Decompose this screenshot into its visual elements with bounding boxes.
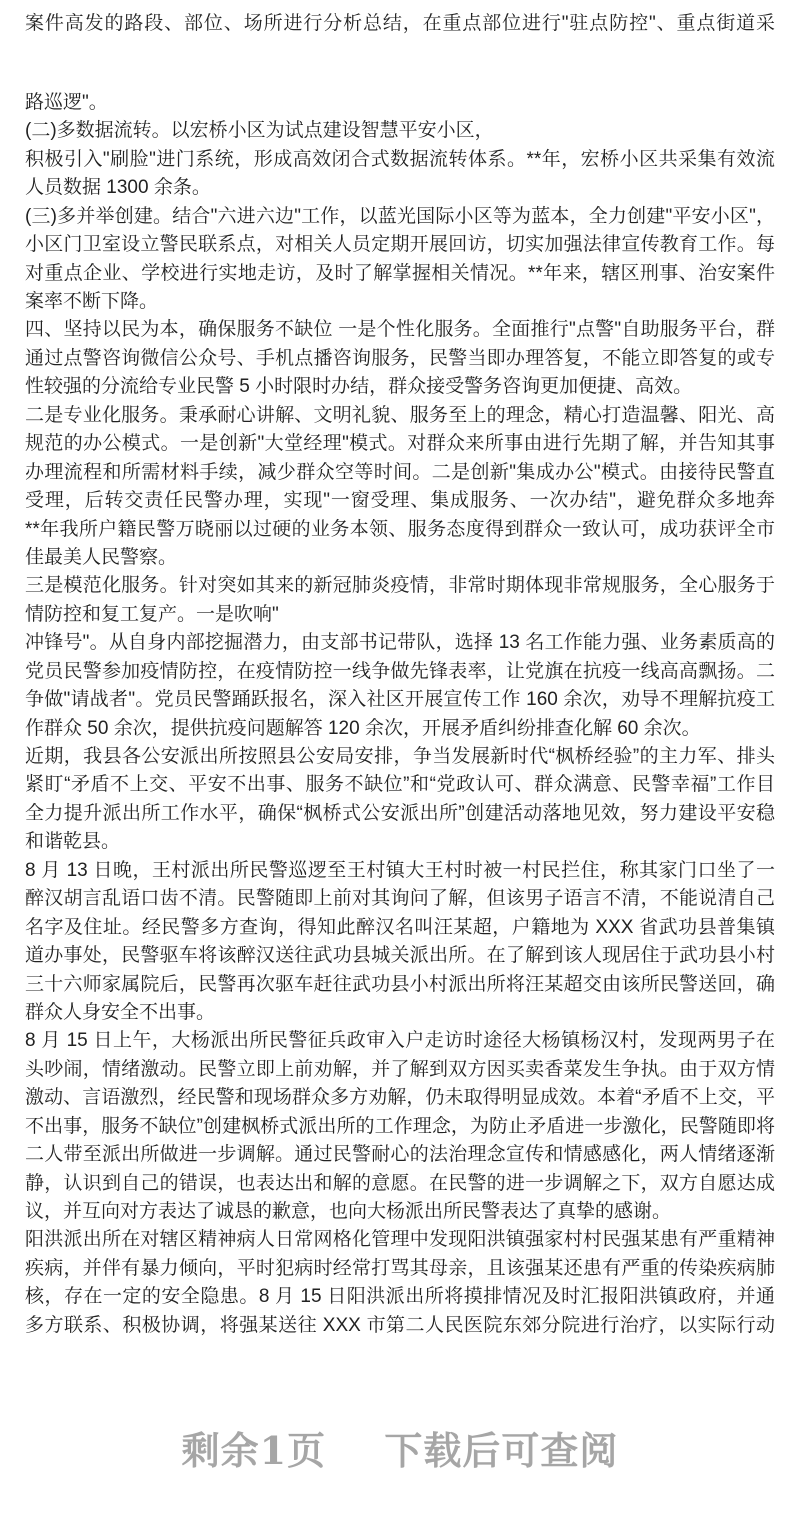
text-line: 规范的办公模式。一是创新"大堂经理"模式。对群众来所事由进行先期了解，并告知其事 xyxy=(25,433,775,455)
text-line: **年我所户籍民警万晓丽以过硬的业务本领、服务态度得到群众一致认可，成功获评全市 xyxy=(25,518,775,540)
document-body xyxy=(25,10,775,1340)
text-line: 疾病，并伴有暴力倾向，平时犯病时经常打骂其母亲，且该强某还患有严重的传染疾病肺 xyxy=(25,1257,775,1279)
text-line: 四、坚持以民为本，确保服务不缺位 一是个性化服务。全面推行"点警"自助服务平台，群 xyxy=(25,319,775,341)
text-line: 争做"请战者"。党员民警踊跃报名，深入社区开展宣传工作 160 余次，劝导不理解抗疫工 xyxy=(25,689,775,711)
text-line: 案率不断下降。 xyxy=(25,291,159,312)
paragraph xyxy=(25,1226,775,1340)
paragraph xyxy=(25,402,775,573)
text-line: 对重点企业、学校进行实地走访，及时了解掌握相关情况。**年来，辖区刑事、治安案件 xyxy=(25,262,775,284)
paragraph xyxy=(25,572,775,743)
text-line: 近期，我县各公安派出所按照县公安局安排，争当发展新时代“枫桥经验”的主力军、排头 xyxy=(25,746,775,767)
paragraph xyxy=(25,10,775,38)
text-line: 冲锋号"。从自身内部挖掘潜力，由支部书记带队，选择 13 名工作能力强、业务素质高的 xyxy=(25,632,775,654)
text-line: 群众人身安全不出事。 xyxy=(25,1001,216,1023)
page-gap xyxy=(25,38,775,89)
paragraph xyxy=(25,117,775,202)
text-line: 不出事，服务不缺位”创建枫桥式派出所的工作理念，为防止矛盾进一步激化，民警随即将 xyxy=(25,1115,775,1137)
text-line: 激动、言语激烈，经民警和现场群众多方劝解，仍未取得明显成效。本着“矛盾不上交，平 xyxy=(25,1087,775,1109)
text-line: 人员数据 1300 余条。 xyxy=(25,177,211,199)
paragraph xyxy=(25,89,775,117)
text-line: 佳最美人民警察。 xyxy=(25,546,178,568)
text-line: 核，存在一定的安全隐患。8 月 15 日阳洪派出所将摸排情况及时汇报阳洪镇政府，并通 xyxy=(25,1286,775,1308)
text-line: 党员民警参加疫情防控，在疫情防控一线争做先锋表率，让党旗在抗疫一线高高飘扬。二 xyxy=(25,660,775,682)
text-line: 和谐乾县。 xyxy=(25,831,121,853)
text-line: 小区门卫室设立警民联系点，对相关人员定期开展回访，切实加强法律宣传教育工作。每 xyxy=(25,234,775,256)
text-line: 多方联系、积极协调，将强某送往 XXX 市第二人民医院东郊分院进行治疗，以实际行动 xyxy=(25,1314,775,1336)
text-line: 8 月 15 日上午，大杨派出所民警征兵政审入户走访时途径大杨镇杨汉村，发现两男子在 xyxy=(25,1030,775,1052)
text-line: 案件高发的路段、部位、场所进行分析总结，在重点部位进行"驻点防控"、重点街道采 xyxy=(25,13,775,34)
text-line: 头吵闹，情绪激动。民警立即上前劝解，并了解到双方因买卖香菜发生争执。由于双方情 xyxy=(25,1058,775,1080)
text-line: 三是模范化服务。针对突如其来的新冠肺炎疫情，非常时期体现非常规服务，全心服务于 xyxy=(25,575,775,597)
paragraph xyxy=(25,316,775,401)
text-line: 二是专业化服务。秉承耐心讲解、文明礼貌、服务至上的理念，精心打造温馨、阳光、高 xyxy=(25,404,775,426)
download-prompt-label[interactable]: 下载后可查阅 xyxy=(384,1428,619,1473)
remaining-pages-label: 剩余1页 xyxy=(181,1428,327,1473)
text-line: 受理，后转交责任民警办理，实现"一窗受理、集成服务、一次办结"，避免群众多地奔 xyxy=(25,490,775,512)
text-line: 8 月 13 日晚，王村派出所民警巡逻至王村镇大王村时被一村民拦住，称其家门口坐了一 xyxy=(25,859,775,881)
text-line: 情防控和复工复产。一是吹响" xyxy=(25,603,279,625)
text-line: (三)多并举创建。结合"六进六边"工作，以蓝光国际小区等为蓝本，全力创建"平安小区"， xyxy=(25,205,775,227)
text-line: 二人带至派出所做进一步调解。通过民警耐心的法治理念宣传和情感感化，两人情绪逐渐 xyxy=(25,1144,775,1166)
text-line: 通过点警咨询微信公众号、手机点播咨询服务，民警当即办理答复，不能立即答复的或专 xyxy=(25,347,775,369)
text-line: 静，认识到自己的错误，也表达出和解的意愿。在民警的进一步调解之下，双方自愿达成 xyxy=(25,1172,775,1194)
paragraph xyxy=(25,1027,775,1226)
text-line: 路巡逻"。 xyxy=(25,91,108,113)
text-line: 阳洪派出所在对辖区精神病人日常网格化管理中发现阳洪镇强家村村民强某患有严重精神 xyxy=(25,1229,775,1251)
paragraph xyxy=(25,743,775,857)
text-line: 积极引入"刷脸"进门系统，形成高效闭合式数据流转体系。**年，宏桥小区共采集有效流 xyxy=(25,148,775,170)
text-line: 三十六师家属院后，民警再次驱车赶往武功县小村派出所将汪某超交由该所民警送回，确 xyxy=(25,973,775,995)
download-banner[interactable] xyxy=(0,1420,800,1475)
text-line: 性较强的分流给专业民警 5 小时限时办结，群众接受警务咨询更加便捷、高效。 xyxy=(25,376,693,398)
paragraph xyxy=(25,203,775,317)
text-line: 议，并互向对方表达了诚恳的歉意，也向大杨派出所民警表达了真挚的感谢。 xyxy=(25,1201,672,1222)
text-line: 紧盯“矛盾不上交、平安不出事、服务不缺位”和“党政认可、群众满意、民警幸福”工作目 xyxy=(25,774,775,796)
text-line: (二)多数据流转。以宏桥小区为试点建设智慧平安小区， xyxy=(25,120,494,142)
paragraph xyxy=(25,857,775,1028)
text-line: 全力提升派出所工作水平，确保“枫桥式公安派出所”创建活动落地见效，努力建设平安稳 xyxy=(25,802,775,824)
text-line: 名字及住址。经民警多方查询，得知此醉汉名叫汪某超，户籍地为 XXX 省武功县普集镇 xyxy=(25,916,775,938)
text-line: 道办事处，民警驱车将该醉汉送往武功县城关派出所。在了解到该人现居住于武功县小村 xyxy=(25,945,775,967)
text-line: 办理流程和所需材料手续，减少群众空等时间。二是创新"集成办公"模式。由接待民警直 xyxy=(25,461,775,483)
text-line: 作群众 50 余次，提供抗疫问题解答 120 余次，开展矛盾纠纷排查化解 60 余次。 xyxy=(25,717,701,739)
text-line: 醉汉胡言乱语口齿不清。民警随即上前对其询问了解，但该男子语言不清，不能说清自己 xyxy=(25,888,775,910)
